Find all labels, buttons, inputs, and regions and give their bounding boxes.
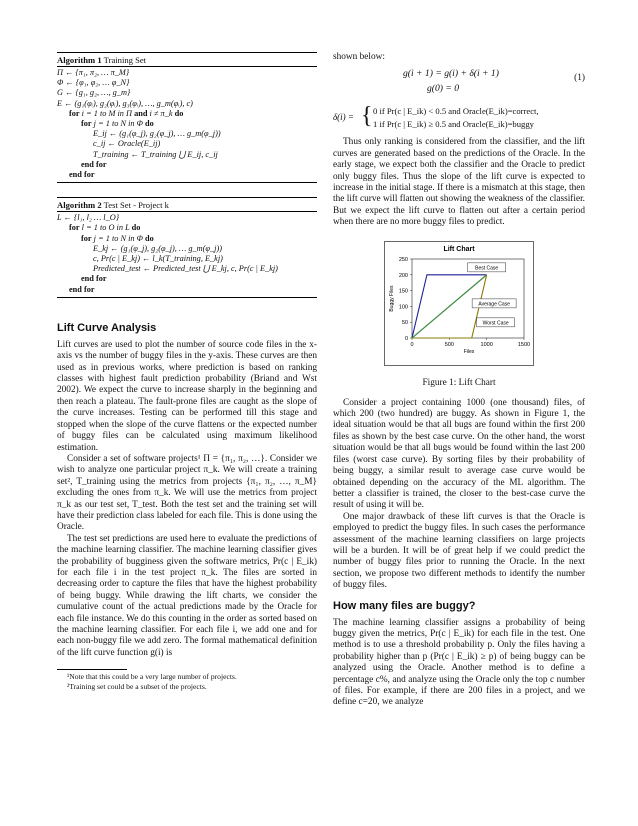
section-heading-lift-curve: Lift Curve Analysis — [57, 321, 157, 334]
equation-1-line-1: g(i + 1) = g(i) + δ(i + 1) — [403, 68, 499, 80]
footnote-1: ¹Note that this could be a very large number of projects. — [67, 672, 237, 682]
x-tick-label: 500 — [444, 341, 454, 348]
piecewise-brace: { — [361, 103, 373, 130]
y-tick-label: 150 — [398, 288, 408, 295]
algorithm-2-line: end for — [69, 284, 95, 294]
paragraph-drawback: One major drawback of these lift curves is that the Oracle is employed to predict the buggy files. In such cases the performance assessment of the machine learning classifiers on large projects will be a burden. It will be of great help if we could predict the number of buggy files prior to running the Oracle. In the next section, we propose two different methods to identify the number of buggy files. — [333, 511, 585, 591]
left-column — [57, 52, 317, 691]
algorithm-2-line: Predicted_test ← Predicted_test ⋃ E_kj, c, Pr(c | E_kj) — [93, 264, 278, 274]
y-tick-label: 200 — [398, 272, 408, 279]
algorithm-2-label: Algorithm 2 — [57, 200, 102, 211]
algorithm-1-line: c_ij ← Oracle(E_ij) — [93, 139, 161, 149]
algorithm-1-line: for j = 1 to N in Φ do — [81, 119, 154, 129]
y-axis-label: Buggy Files — [389, 285, 395, 312]
paragraph-lift-intro: Lift curves are used to plot the number of source code files in the x-axis vs the number of buggy files in the y-axis. These curves are then used as in previous works, where prediction is based on ranking classes with highest fault prediction probability (Briand and Wst 2002). We expect the curve to increase sharply in the beginning and then reach a plateau. The fault-prone files are caught as the slope of the curve increases. Testing can be performed till this stage and stopped when the slope of the curve flattens or the expected number of buggy files can be calculated using maximum likelihood estimation. — [57, 339, 317, 453]
figure-caption: Figure 1: Lift Chart — [422, 377, 496, 388]
lift-chart-figure — [384, 241, 534, 366]
y-tick-label: 250 — [398, 256, 408, 263]
chart-title: Lift Chart — [443, 245, 475, 253]
algorithm-1-line: T_training ← T_training ⋃ E_ij, c_ij — [93, 149, 218, 159]
algorithm-2-line: L ← {l₁, l₂ … l_O} — [57, 213, 120, 223]
piecewise-lhs: δ(i) = — [333, 112, 355, 123]
equation-1 — [333, 63, 585, 103]
algorithm-2-line: for l = 1 to O in L do — [69, 223, 141, 233]
algorithm-2-line: end for — [81, 274, 107, 284]
algorithm-1-box — [57, 52, 317, 183]
algorithm-2-title: Test Set - Project k — [103, 200, 169, 211]
y-tick-label: 50 — [401, 319, 408, 326]
algorithm-1-line: end for — [81, 159, 107, 169]
algorithm-2-body — [57, 212, 317, 297]
lift-chart — [384, 241, 534, 366]
equation-1-number: (1) — [574, 73, 585, 84]
algorithm-1-line: G ← {g₁, g₂, …, g_m} — [57, 88, 131, 98]
equation-1-line-2: g(0) = 0 — [427, 83, 460, 95]
algorithm-1-line: end for — [69, 170, 95, 180]
algorithm-1-line: for i = 1 to M in Π and i ≠ π_k do — [69, 108, 184, 118]
algorithm-1-line: Φ ← {φ₁, φ₂, … φ_N} — [57, 78, 130, 88]
footnote-2: ²Training set could be a subset of the projects. — [67, 681, 207, 691]
algorithm-1-header — [57, 53, 317, 67]
algorithm-2-box — [57, 197, 317, 298]
paragraph-threshold: The machine learning classifier assigns a probability of being buggy given the metrics, Pr(c | E_ik) for each file in the test. One method is to use a threshold probability p. Only the files having a probability higher than p (Pr(c | E_ik) ≥ p) of being buggy can be analyzed using the Oracle. Another method is to define a percentage c%, and analyze using the Oracle only the top c number of files. For example, if there are 200 files in a project, and we define c=20, we analyze — [333, 617, 585, 708]
x-tick-label: 0 — [410, 341, 414, 348]
equation-piecewise — [333, 105, 585, 131]
algorithm-1-line: E ← (g₁(φᵢ), g₂(φᵢ), g₃(φᵢ), …, g_m(φᵢ), c) — [57, 98, 193, 108]
paragraph-shown-below: shown below: — [333, 52, 385, 62]
algorithm-2-line: c, Pr(c | E_kj) ← l_k(T_training, E_kj) — [93, 254, 223, 264]
piecewise-case-2: 1 if Pr(c | E_ik) ≥ 0.5 and Oracle(E_ik)=buggy — [373, 119, 534, 130]
algorithm-1-line: Π ← {π₁, π₂, … π_M} — [57, 68, 130, 77]
algorithm-2-line: for j = 1 to N in Φ do — [81, 233, 154, 243]
footnote-rule — [57, 669, 127, 670]
paragraph-projects: Consider a set of software projects¹ Π = {π₁, π₂, …}. Consider we wish to analyze one particular project π_k. We will create a training set², T_training using the metrics from projects {π₁, π₂, …, π_M} excluding the ones from π_k. We will use the metrics from project π_k as our test set, T_test. Both the test set and the training set will have their prediction class labeled for each file. This is done using the Oracle. — [57, 453, 317, 533]
paragraph-thousand-files: Consider a project containing 1000 (one thousand) files, of which 200 (two hundred) are buggy. As shown in Figure 1, the ideal situation would be that all bugs are found within the first 200 files as shown by the best case curve. On the other hand, the worst situation would be that all bugs would be found within the last 200 files (worst case curve). By sorting files by their probability of being buggy, a similar result to average case curve would be obtained depending on the accuracy of the ML algorithm. The better a classifier is trained, the closer to the best-case curve the result of using it will be. — [333, 397, 585, 511]
annotation-label: Worst Case — [482, 320, 509, 327]
algorithm-2-line: E_kj ← (g₁(φ_j), g₂(φ_j), … g_m(φ_j)) — [93, 243, 222, 253]
section-heading-how-many-buggy: How many files are buggy? — [333, 599, 476, 612]
annotation-label: Average Case — [478, 301, 510, 308]
x-axis-label: Files — [463, 348, 475, 355]
algorithm-2-header — [57, 198, 317, 212]
x-tick-label: 1500 — [517, 341, 531, 348]
paragraph-ranking: Thus only ranking is considered from the classifier, and the lift curves are generated based on the predictions of the Oracle. In the early stage, we expect both the classifier and the Oracle to predict only buggy files. Thus the slope of the lift curve is expected to increase in the initial stage. If there is a mismatch at this stage, then the lift curve will flatten out showing the weakness of the classifier. But we expect the lift curve to flatten out after a certain period when there are no more buggy files to predict. — [333, 137, 585, 228]
y-tick-label: 100 — [398, 304, 408, 311]
paragraph-test-set: The test set predictions are used here to evaluate the predictions of the machine learning classifier. The machine learning classifier gives the probability of bugginess given the software metrics, Pr(c | E_ik) for each file i in the test project π_k. The files are sorted in decreasing order to capture the files that have the highest probability of being buggy. While drawing the lift charts, we consider the cumulative count of the actual predictions made by the Oracle for each file instance. We do this counting in the order as sorted based on the machine learning classifier. For each file i, we add one and for each non-buggy file we add zero. The formal mathematical definition of the lift curve function g(i) is — [57, 533, 317, 658]
y-tick-label: 0 — [404, 335, 408, 342]
algorithm-1-title: Training Set — [103, 55, 147, 65]
algorithm-1-body — [57, 67, 317, 182]
piecewise-case-1: 0 if Pr(c | E_ik) < 0.5 and Oracle(E_ik)=correct, — [373, 106, 539, 117]
x-tick-label: 1000 — [480, 341, 493, 348]
algorithm-1-label: Algorithm 1 — [57, 55, 102, 65]
annotation-label: Best Case — [475, 265, 499, 272]
right-column — [333, 52, 585, 709]
algorithm-1-line: E_ij ← (g₁(φ_j), g₂(φ_j), … g_m(φ_j)) — [93, 129, 221, 139]
